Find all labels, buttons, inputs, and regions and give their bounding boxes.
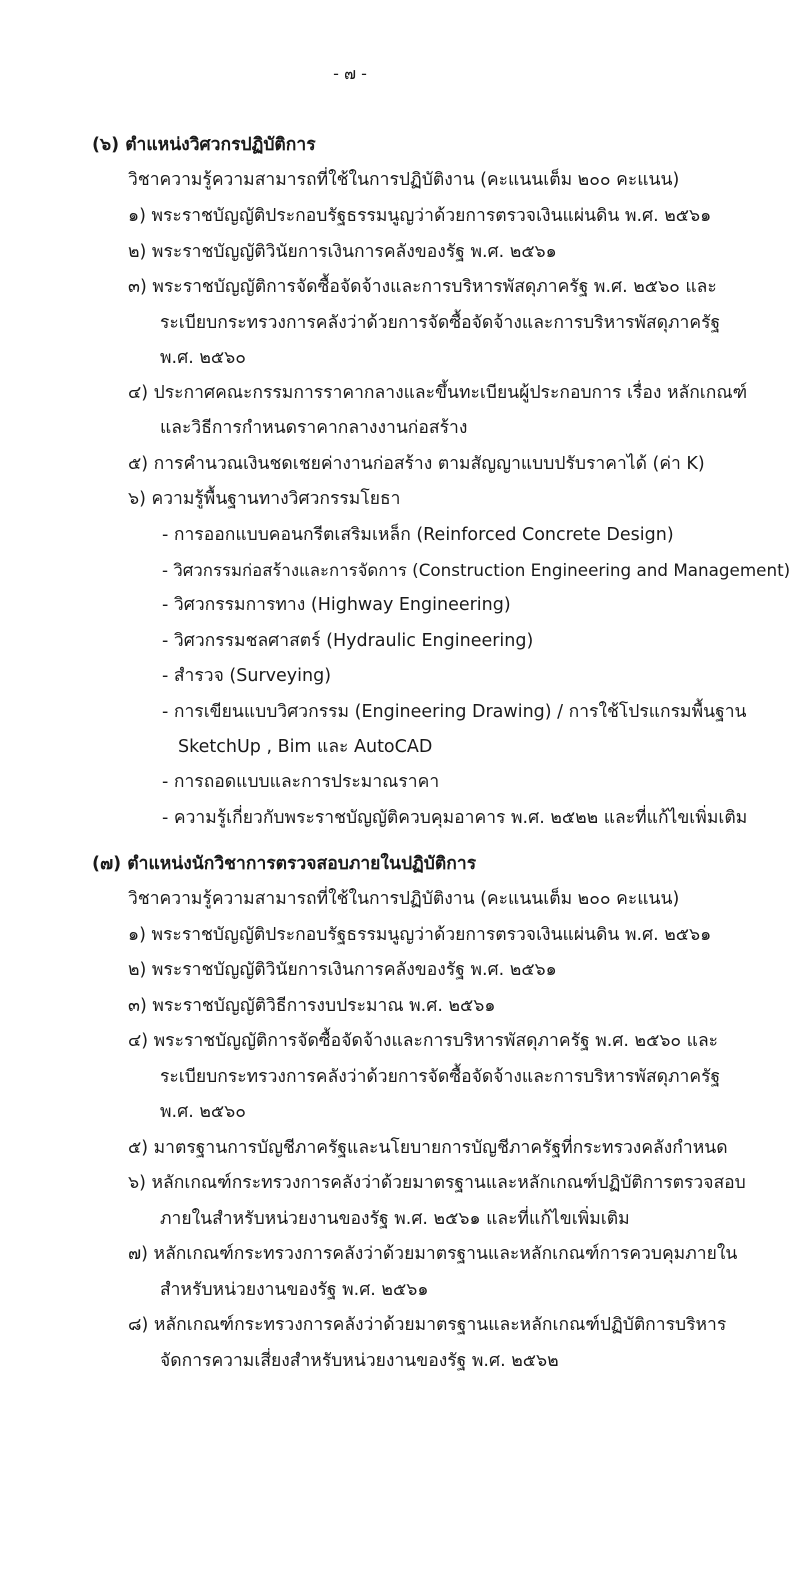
list-item-continuation: ภายในสำหรับหน่วยงานของรัฐ พ.ศ. ๒๕๖๑ และที่แก้ไขเพิ่มเติม [160,1209,630,1229]
list-item: ๕) การคำนวณเงินชดเชยค่างานก่อสร้าง ตามสัญญาแบบปรับราคาได้ (ค่า K) [128,454,705,474]
list-item: ๘) หลักเกณฑ์กระทรวงการคลังว่าด้วยมาตรฐานและหลักเกณฑ์ปฏิบัติการบริหาร [128,1315,727,1335]
list-item: ๖) หลักเกณฑ์กระทรวงการคลังว่าด้วยมาตรฐานและหลักเกณฑ์ปฏิบัติการตรวจสอบ [128,1173,746,1193]
list-item: ๔) ประกาศคณะกรรมการราคากลางและขึ้นทะเบียนผู้ประกอบการ เรื่อง หลักเกณฑ์ [128,383,748,403]
sub-list-item: - สำรวจ (Surveying) [162,666,332,686]
list-item-continuation: สำหรับหน่วยงานของรัฐ พ.ศ. ๒๕๖๑ [160,1280,429,1300]
sub-list-item: - วิศวกรรมการทาง (Highway Engineering) [162,595,511,615]
list-item-continuation: พ.ศ. ๒๕๖๐ [160,1102,246,1122]
sub-list-item: - วิศวกรรมชลศาสตร์ (Hydraulic Engineering) [162,631,534,651]
list-item: ๓) พระราชบัญญัติวิธีการงบประมาณ พ.ศ. ๒๕๖๑ [128,996,496,1016]
sub-list-item: - ความรู้เกี่ยวกับพระราชบัญญัติควบคุมอาคาร พ.ศ. ๒๕๒๒ และที่แก้ไขเพิ่มเติม [162,808,748,828]
list-item: ๕) มาตรฐานการบัญชีภาครัฐและนโยบายการบัญชีภาครัฐที่กระทรวงคลังกำหนด [128,1138,728,1158]
sub-list-item: - วิศวกรรมก่อสร้างและการจัดการ (Construction Engineering and Management) [162,560,791,580]
list-item-continuation: พ.ศ. ๒๕๖๐ [160,348,246,368]
list-item-continuation: และวิธีการกำหนดราคากลางงานก่อสร้าง [160,418,468,438]
sub-list-item: - การเขียนแบบวิศวกรรม (Engineering Drawing) / การใช้โปรแกรมพื้นฐาน [162,702,747,722]
list-item: ๑) พระราชบัญญัติประกอบรัฐธรรมนูญว่าด้วยการตรวจเงินแผ่นดิน พ.ศ. ๒๕๖๑ [128,925,712,945]
sub-list-item: - การถอดแบบและการประมาณราคา [162,772,440,792]
list-item: ๗) หลักเกณฑ์กระทรวงการคลังว่าด้วยมาตรฐานและหลักเกณฑ์การควบคุมภายใน [128,1244,738,1264]
sub-list-item-continuation: SketchUp , Bim และ AutoCAD [178,737,433,757]
list-item: ๒) พระราชบัญญัติวินัยการเงินการคลังของรัฐ พ.ศ. ๒๕๖๑ [128,242,557,262]
section-heading: (๖) ตำแหน่งวิศวกรปฏิบัติการ [92,135,316,155]
list-item-continuation: ระเบียบกระทรวงการคลังว่าด้วยการจัดซื้อจัดจ้างและการบริหารพัสดุภาครัฐ [160,1067,721,1087]
page-number: - ๗ - [333,64,367,83]
list-item-continuation: จัดการความเสี่ยงสำหรับหน่วยงานของรัฐ พ.ศ. ๒๕๖๒ [160,1351,559,1371]
list-item: ๒) พระราชบัญญัติวินัยการเงินการคลังของรัฐ พ.ศ. ๒๕๖๑ [128,960,557,980]
sub-list-item: - การออกแบบคอนกรีตเสริมเหล็ก (Reinforced Concrete Design) [162,525,674,545]
list-item: ๑) พระราชบัญญัติประกอบรัฐธรรมนูญว่าด้วยการตรวจเงินแผ่นดิน พ.ศ. ๒๕๖๑ [128,206,712,226]
list-item: ๔) พระราชบัญญัติการจัดซื้อจัดจ้างและการบริหารพัสดุภาครัฐ พ.ศ. ๒๕๖๐ และ [128,1031,719,1051]
list-item: ๖) ความรู้พื้นฐานทางวิศวกรรมโยธา [128,489,401,509]
section-subject: วิชาความรู้ความสามารถที่ใช้ในการปฏิบัติงาน (คะแนนเต็ม ๒๐๐ คะแนน) [128,889,680,909]
section-subject: วิชาความรู้ความสามารถที่ใช้ในการปฏิบัติงาน (คะแนนเต็ม ๒๐๐ คะแนน) [128,170,680,190]
list-item: ๓) พระราชบัญญัติการจัดซื้อจัดจ้างและการบริหารพัสดุภาครัฐ พ.ศ. ๒๕๖๐ และ [128,277,717,297]
list-item-continuation: ระเบียบกระทรวงการคลังว่าด้วยการจัดซื้อจัดจ้างและการบริหารพัสดุภาครัฐ [160,313,721,333]
section-heading: (๗) ตำแหน่งนักวิชาการตรวจสอบภายในปฏิบัติการ [92,854,477,874]
